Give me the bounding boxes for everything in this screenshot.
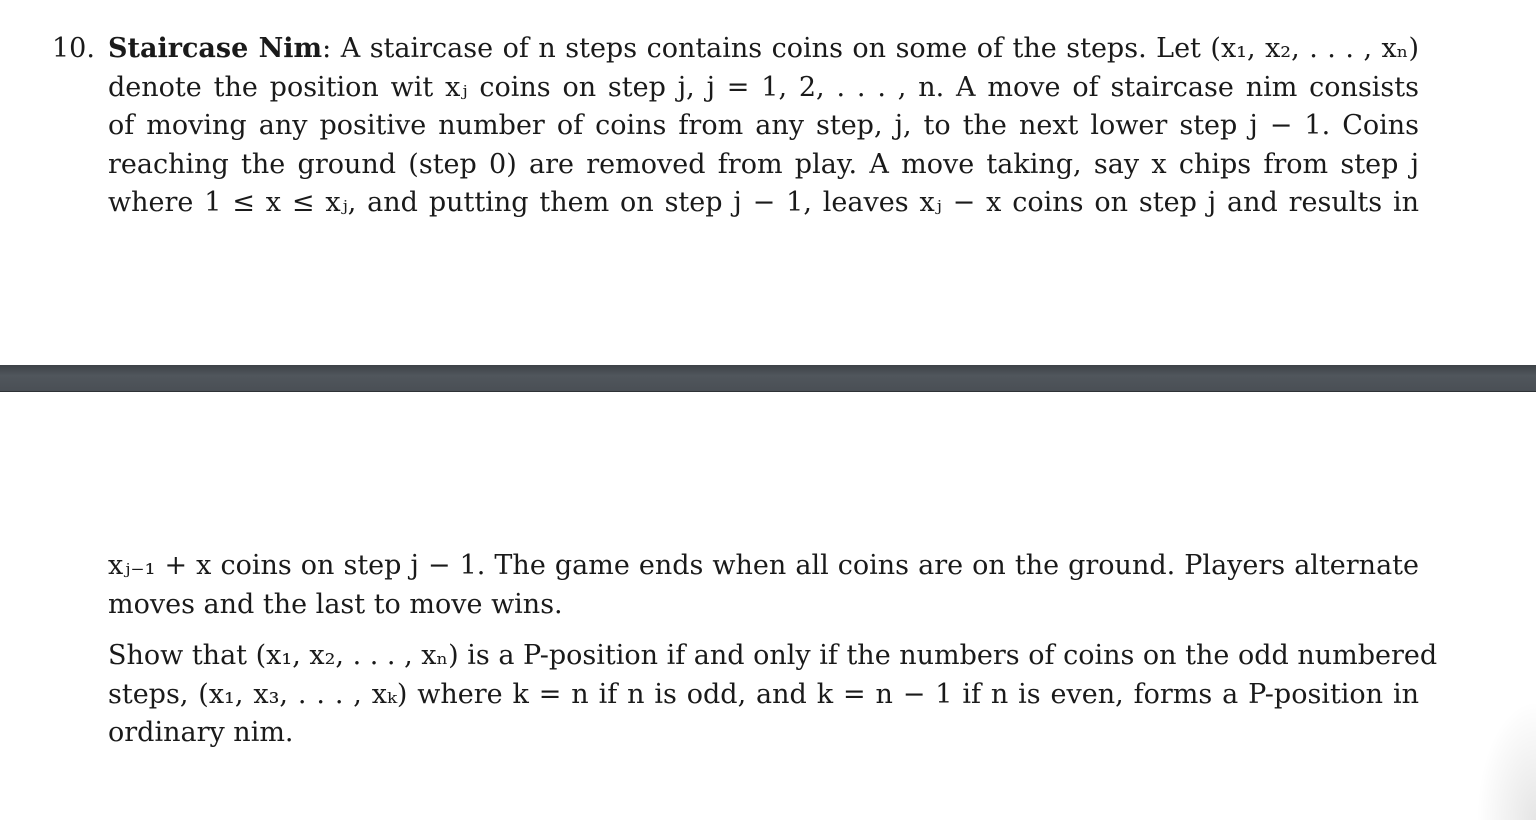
task-line-2: steps, (x₁, x₃, . . . , xₖ) where k = n if n is odd, and k = n − 1 if n is even, forms a P-position in <box>108 678 1419 710</box>
statement-line-4: reaching the ground (step 0) are removed from play. A move taking, say x chips from step j <box>108 148 1419 180</box>
page-divider-bar <box>0 365 1536 392</box>
statement-line-3: of moving any positive number of coins from any step, j, to the next lower step j − 1. Coins <box>108 110 1419 141</box>
problem-title: Staircase Nim <box>108 33 323 64</box>
continuation-line-2: moves and the last to move wins. <box>108 588 563 620</box>
problem-task <box>108 637 1438 753</box>
continuation-line-1: xⱼ₋₁ + x coins on step j − 1. The game ends when all coins are on the ground. Players alternate <box>108 550 1419 581</box>
page-corner-shadow <box>1476 700 1536 820</box>
problem-statement-continued <box>108 547 1419 624</box>
task-line-1: Show that (x₁, x₂, . . . , xₙ) is a P-position if and only if the numbers of coins on the odd numbered <box>108 640 1438 671</box>
statement-line-1-text: : A staircase of n steps contains coins on some of the steps. Let (x₁, x₂, . . . , xₙ) <box>322 33 1419 64</box>
task-line-3: ordinary nim. <box>108 717 294 748</box>
statement-line-5: where 1 ≤ x ≤ xⱼ, and putting them on step j − 1, leaves xⱼ − x coins on step j and results in <box>108 187 1419 218</box>
problem-number: 10. <box>52 33 95 64</box>
problem-statement <box>108 30 1419 223</box>
statement-line-1 <box>108 30 1419 69</box>
statement-line-2: denote the position wit xⱼ coins on step j, j = 1, 2, . . . , n. A move of staircase nim consists <box>108 71 1419 103</box>
